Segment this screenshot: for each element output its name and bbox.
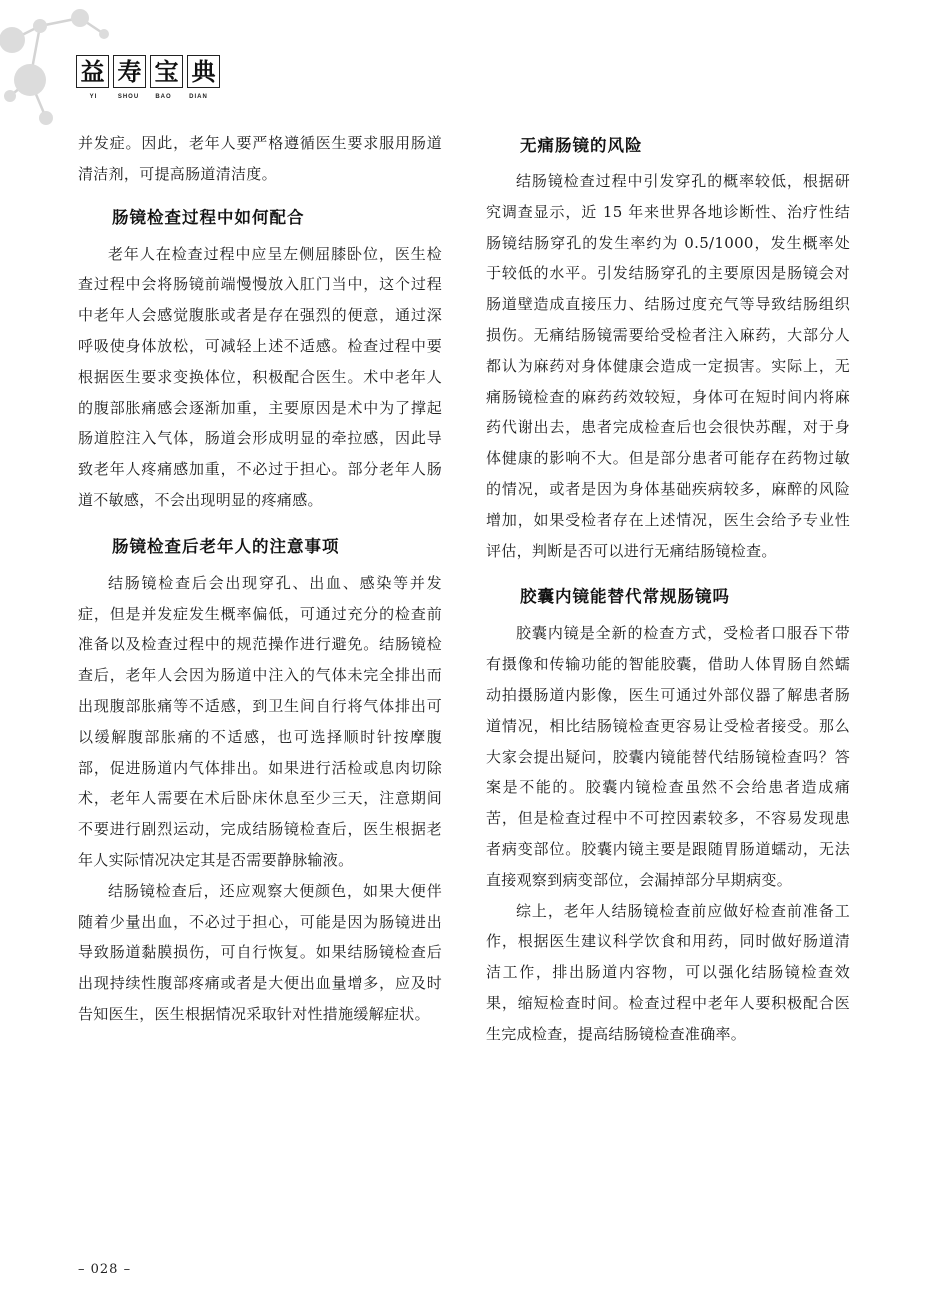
section-heading-capsule: 胶囊内镜能替代常规肠镜吗 xyxy=(520,587,730,607)
section-heading-after-exam: 肠镜检查后老年人的注意事项 xyxy=(112,536,340,556)
paragraph-summary: 综上，老年人结肠镜检查前应做好检查前准备工作，根据医生建议科学饮食和用药，同时做好肠道清洁工作，排出肠道内容物，可以强化结肠镜检查效果，缩短检查时间。检查过程中老年人要积极配合医生完成检查，提高结肠镜检查准确率。 xyxy=(486,901,850,1043)
masthead-title xyxy=(76,55,220,88)
paragraph-painless-risk: 结肠镜检查过程中引发穿孔的概率较低，根据研究调查显示，近 15 年来世界各地诊断性、治疗性结肠镜结肠穿孔的发生率约为 0.5/1000，发生概率处于较低的水平。引发结肠穿孔的主要原因是肠镜会对肠道壁造成直接压力、结肠过度充气等导致结肠组织损伤。无痛结肠镜需要给受检者注入麻药，大部分人都认为麻药对身体健康会造成一定损害。实际上，无痛肠镜检查的麻药药效较短，身体可在短时间内将麻药代谢出去，患者完成检查后也会很快苏醒，对于身体健康的影响不大。但是部分患者可能存在药物过敏的情况，或者是因为身体基础疾病较多，麻醉的风险增加，如果受检者存在上述情况，医生会给予专业性评估，判断是否可以进行无痛结肠镜检查。 xyxy=(486,172,850,560)
masthead-pinyin xyxy=(76,94,220,100)
masthead-char-4: 典 xyxy=(187,55,220,88)
masthead-char-2: 寿 xyxy=(113,55,146,88)
masthead-char-3: 宝 xyxy=(150,55,183,88)
pinyin-3: BAO xyxy=(155,94,172,100)
section-heading-during-exam: 肠镜检查过程中如何配合 xyxy=(112,207,305,227)
pinyin-2: SHOU xyxy=(117,94,140,100)
paragraph-during-exam: 老年人在检查过程中应呈左侧屈膝卧位，医生检查过程中会将肠镜前端慢慢放入肛门当中，这个过程中老年人会感觉腹胀或者是存在强烈的便意，通过深呼吸使身体放松，可减轻上述不适感。检查过程中要根据医生要求变换体位，积极配合医生。术中老年人的腹部胀痛感会逐渐加重，主要原因是术中为了撑起肠道腔注入气体，肠道会形成明显的牵拉感，因此导致老年人疼痛感加重，不必过于担心。部分老年人肠道不敏感，不会出现明显的疼痛感。 xyxy=(78,244,442,509)
paragraph-after-exam-2: 结肠镜检查后，还应观察大便颜色，如果大便伴随着少量出血，不必过于担心，可能是因为肠镜进出导致肠道黏膜损伤，可自行恢复。如果结肠镜检查后出现持续性腹部疼痛或者是大便出血量增多，应及时告知医生，医生根据情况采取针对性措施缓解症状。 xyxy=(78,881,442,1023)
section-heading-painless-risk: 无痛肠镜的风险 xyxy=(520,136,643,155)
left-column xyxy=(78,128,442,1030)
magazine-masthead xyxy=(76,55,220,100)
pinyin-1: YI xyxy=(89,94,98,100)
paragraph-after-exam-1: 结肠镜检查后会出现穿孔、出血、感染等并发症，但是并发症发生概率偏低，可通过充分的检查前准备以及检查过程中的规范操作进行避免。结肠镜检查后，老年人会因为肠道中注入的气体未完全排出而出现腹部胀痛等不适感，到卫生间自行将气体排出可以缓解腹部胀痛的不适感，也可选择顺时针按摩腹部，促进肠道内气体排出。如果进行活检或息肉切除术，老年人需要在术后卧床休息至少三天，注意期间不要进行剧烈运动，完成结肠镜检查后，医生根据老年人实际情况决定其是否需要静脉输液。 xyxy=(78,573,442,869)
page-number: – 028 – xyxy=(78,1262,132,1277)
masthead-char-1: 益 xyxy=(76,55,109,88)
pinyin-4: DIAN xyxy=(189,94,208,100)
paragraph-capsule: 胶囊内镜是全新的检查方式，受检者口服吞下带有摄像和传输功能的智能胶囊，借助人体胃肠自然蠕动拍摄肠道内影像，医生可通过外部仪器了解患者肠道情况，相比结肠镜检查更容易让受检者接受。那么大家会提出疑问，胶囊内镜能替代结肠镜检查吗？答案是不能的。胶囊内镜检查虽然不会给患者造成痛苦，但是检查过程中不可控因素较多，不容易发现患者病变部位。胶囊内镜主要是跟随胃肠道蠕动，无法直接观察到病变部位，会漏掉部分早期病变。 xyxy=(486,624,850,889)
intro-paragraph: 并发症。因此，老年人要严格遵循医生要求服用肠道清洁剂，可提高肠道清洁度。 xyxy=(78,134,442,183)
right-column xyxy=(486,128,850,1050)
